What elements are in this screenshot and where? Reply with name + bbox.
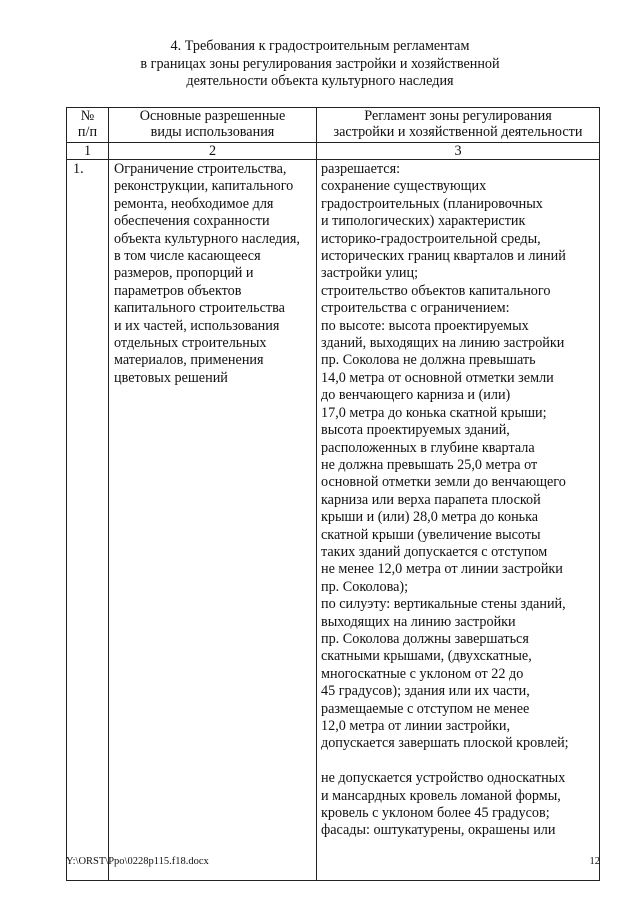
text-line: материалов, применения [114, 352, 264, 369]
text-line: строительства с ограничением: [321, 300, 510, 317]
text-line: 14,0 метра от основной отметки земли [321, 369, 554, 386]
text-line: застройки улиц; [321, 265, 419, 282]
text-line: допускается завершать плоской кровлей; [321, 735, 569, 752]
regulation-part-2 [321, 770, 599, 840]
text-line: карниза или верха парапета плоской [321, 491, 541, 508]
text-line: таких зданий допускается с отступом [321, 543, 548, 560]
regulation-table [66, 107, 600, 881]
table-row [67, 160, 600, 881]
column-number: 1 [67, 143, 109, 160]
regulation-cell [317, 160, 600, 881]
text-line: 45 градусов); здания или их части, [321, 683, 530, 700]
text-line: обеспечения сохранности [114, 213, 270, 230]
text-line: разрешается: [321, 161, 401, 177]
text-line: в том числе касающееся [114, 248, 261, 265]
text-line: сохранение существующих [321, 178, 487, 195]
text-line: по высоте: высота проектируемых [321, 317, 529, 334]
column-number: 2 [109, 143, 317, 160]
text-line: и их частей, использования [114, 317, 280, 334]
text-line: 12,0 метра от линии застройки, [321, 718, 510, 734]
title-line: 4. Требования к градостроительным регламентам [170, 38, 470, 54]
text-line: Ограничение строительства, [114, 161, 287, 177]
text-line: строительство объектов капитального [321, 282, 551, 299]
text-line: исторических границ кварталов и линий [321, 248, 566, 265]
header-number: № п/п [67, 108, 109, 143]
text-line: параметров объектов [114, 282, 242, 299]
text-line: градостроительных (планировочных [321, 195, 543, 212]
document-title [100, 38, 540, 91]
text-line: высота проектируемых зданий, [321, 422, 510, 439]
text-line: кровель с уклоном более 45 градусов; [321, 805, 550, 822]
text-line: и типологических) характеристик [321, 213, 526, 230]
row-number: 1. [67, 160, 109, 881]
table-header-row [67, 108, 600, 143]
footer-page-number: 12 [589, 856, 600, 867]
text-line: выходящих на линию застройки [321, 613, 516, 630]
text-line: размещаемые с отступом не менее [321, 700, 530, 717]
text-line: основной отметки земли до венчающего [321, 474, 566, 491]
text-line: капитального строительства [114, 300, 285, 317]
text-line: крыши и (или) 28,0 метра до конька [321, 509, 539, 526]
permitted-uses-cell [109, 160, 317, 881]
text-line: не должна превышать 25,0 метра от [321, 456, 538, 473]
text-line: скатными крышами, (двухскатные, [321, 648, 532, 665]
text-line: расположенных в глубине квартала [321, 439, 535, 456]
text-line: до венчающего карниза и (или) [321, 387, 511, 404]
text-line: отдельных строительных [114, 335, 267, 352]
text-line: зданий, выходящих на линию застройки [321, 335, 565, 352]
text-line: не менее 12,0 метра от линии застройки [321, 561, 563, 578]
text-line: пр. Соколова должны завершаться [321, 630, 529, 647]
column-number: 3 [317, 143, 600, 160]
text-line: ремонта, необходимое для [114, 195, 274, 212]
text-line: скатной крыши (увеличение высоты [321, 526, 541, 543]
footer-file-path: Y:\ORST\Ppo\0228p115.f18.docx [66, 856, 209, 867]
header-regulation: Регламент зоны регулирования застройки и хозяйственной деятельности [317, 108, 600, 143]
text-line: по силуэту: вертикальные стены зданий, [321, 596, 566, 613]
paragraph-gap [321, 753, 599, 770]
text-line: объекта культурного наследия, [114, 230, 300, 247]
regulation-part-1 [321, 161, 599, 753]
column-number-row [67, 143, 600, 160]
text-line: не допускается устройство односкатных [321, 770, 566, 787]
text-line: реконструкции, капитального [114, 178, 294, 195]
text-line: 17,0 метра до конька скатной крыши; [321, 404, 547, 421]
text-line: историко-градостроительной среды, [321, 230, 541, 247]
title-line: в границах зоны регулирования застройки и хозяйственной [140, 55, 500, 72]
text-line: и мансардных кровель ломаной формы, [321, 787, 561, 804]
text-line: цветовых решений [114, 369, 228, 386]
text-line: пр. Соколова не должна превышать [321, 352, 536, 369]
text-line: размеров, пропорций и [114, 265, 254, 282]
text-line: многоскатные с уклоном от 22 до [321, 665, 524, 682]
text-line: пр. Соколова); [321, 578, 409, 595]
text-line: фасады: оштукатурены, окрашены или [321, 822, 556, 839]
header-uses: Основные разрешенные виды использования [109, 108, 317, 143]
title-line: деятельности объекта культурного наследия [186, 73, 454, 89]
